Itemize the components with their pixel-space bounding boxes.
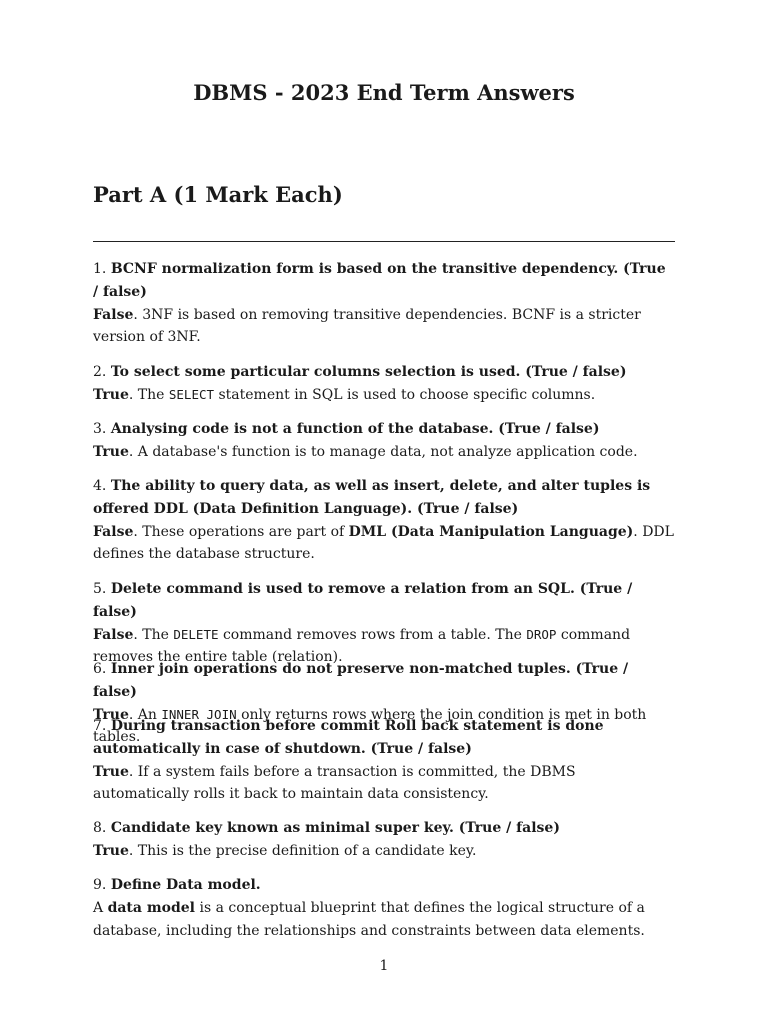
answer-explanation-part: is a conceptual blueprint that defines the logical structure of a database, including the relationships and constraints between data elements. [93, 899, 645, 939]
question-number: 5. [93, 581, 107, 597]
question-statement: Delete command is used to remove a relation from an SQL. (True / false) [93, 581, 633, 620]
sql-keyword: DELETE [173, 626, 219, 642]
answer-explanation-part: only returns rows where the join condition is met in both tables. [93, 706, 647, 746]
question-4 [93, 475, 675, 566]
question-statement: During transaction before commit Roll back statement is done automatically in case of shutdown. (True / false) [93, 718, 604, 757]
answer-emphasis: data model [107, 899, 196, 916]
answer-text [93, 521, 675, 567]
question-number: 8. [93, 820, 107, 836]
question-number: 7. [93, 718, 107, 734]
question-8 [93, 817, 675, 863]
answer-explanation: . 3NF is based on removing transitive dependencies. BCNF is a stricter version of 3NF. [93, 306, 641, 346]
answer-text [93, 304, 675, 350]
horizontal-rule [93, 241, 675, 242]
answer-explanation-part: . The [128, 386, 169, 403]
question-2 [93, 361, 675, 407]
answer-explanation: . This is the precise definition of a candidate key. [128, 842, 477, 859]
question-text [93, 418, 675, 441]
question-number: 1. [93, 261, 107, 277]
answer-explanation-part: . DDL defines the database structure. [93, 523, 674, 563]
page-number: 1 [379, 958, 389, 974]
answer-verdict: True [93, 706, 129, 723]
question-text [93, 715, 675, 761]
question-3 [93, 418, 675, 464]
answer-explanation-part: statement in SQL is used to choose specific columns. [214, 386, 596, 403]
question-number: 9. [93, 877, 107, 893]
answer-text [93, 761, 675, 807]
answer-verdict: True [93, 763, 129, 780]
question-text [93, 578, 675, 624]
question-text [93, 258, 675, 304]
answer-explanation-part: A [93, 899, 108, 916]
question-1 [93, 258, 675, 349]
sql-keyword: INNER JOIN [161, 706, 237, 722]
answer-explanation-part: . An [128, 706, 162, 723]
sql-keyword: SELECT [168, 386, 215, 402]
answer-explanation-part: . The [133, 626, 174, 643]
answer-explanation: . If a system fails before a transaction is committed, the DBMS automatically rolls it back to maintain data consistency. [93, 763, 576, 803]
answer-explanation: . A database's function is to manage data, not analyze application code. [128, 443, 638, 460]
question-9 [93, 874, 675, 942]
question-statement: To select some particular columns selection is used. (True / false) [110, 364, 627, 380]
question-number: 2. [93, 364, 107, 380]
question-statement: Candidate key known as minimal super key. (True / false) [110, 820, 560, 836]
question-statement: Define Data model. [110, 877, 261, 893]
question-number: 3. [93, 421, 107, 437]
question-text [93, 475, 675, 521]
answer-explanation-part: command removes the entire table (relation). [93, 626, 631, 666]
answer-text [93, 897, 675, 943]
question-statement: The ability to query data, as well as insert, delete, and alter tuples is offered DDL (Data Definition Language). (True / false) [93, 478, 651, 517]
question-statement: BCNF normalization form is based on the transitive dependency. (True / false) [93, 261, 666, 300]
answer-explanation-part: command removes rows from a table. The [218, 626, 527, 643]
answer-verdict: True [93, 443, 129, 460]
question-5 [93, 578, 675, 669]
answer-text [93, 441, 675, 464]
answer-verdict: False [93, 626, 134, 643]
question-number: 6. [93, 661, 107, 677]
answer-text [93, 384, 675, 407]
question-statement: Analysing code is not a function of the database. (True / false) [110, 421, 600, 437]
answer-verdict: True [93, 842, 129, 859]
answer-text [93, 840, 675, 863]
page-title: DBMS - 2023 End Term Answers [193, 80, 575, 105]
answer-verdict: False [93, 306, 134, 323]
answer-verdict: False [93, 523, 134, 540]
answer-explanation-part: . These operations are part of [133, 523, 349, 540]
question-text [93, 658, 675, 704]
question-statement: Inner join operations do not preserve non-matched tuples. (True / false) [93, 661, 629, 700]
answer-verdict: True [93, 386, 129, 403]
question-text [93, 361, 675, 384]
question-7 [93, 715, 675, 806]
question-number: 4. [93, 478, 107, 494]
answer-emphasis: DML (Data Manipulation Language) [348, 523, 634, 540]
question-text [93, 817, 675, 840]
sql-keyword: DROP [526, 626, 557, 642]
question-text [93, 874, 675, 897]
section-title: Part A (1 Mark Each) [93, 182, 343, 207]
